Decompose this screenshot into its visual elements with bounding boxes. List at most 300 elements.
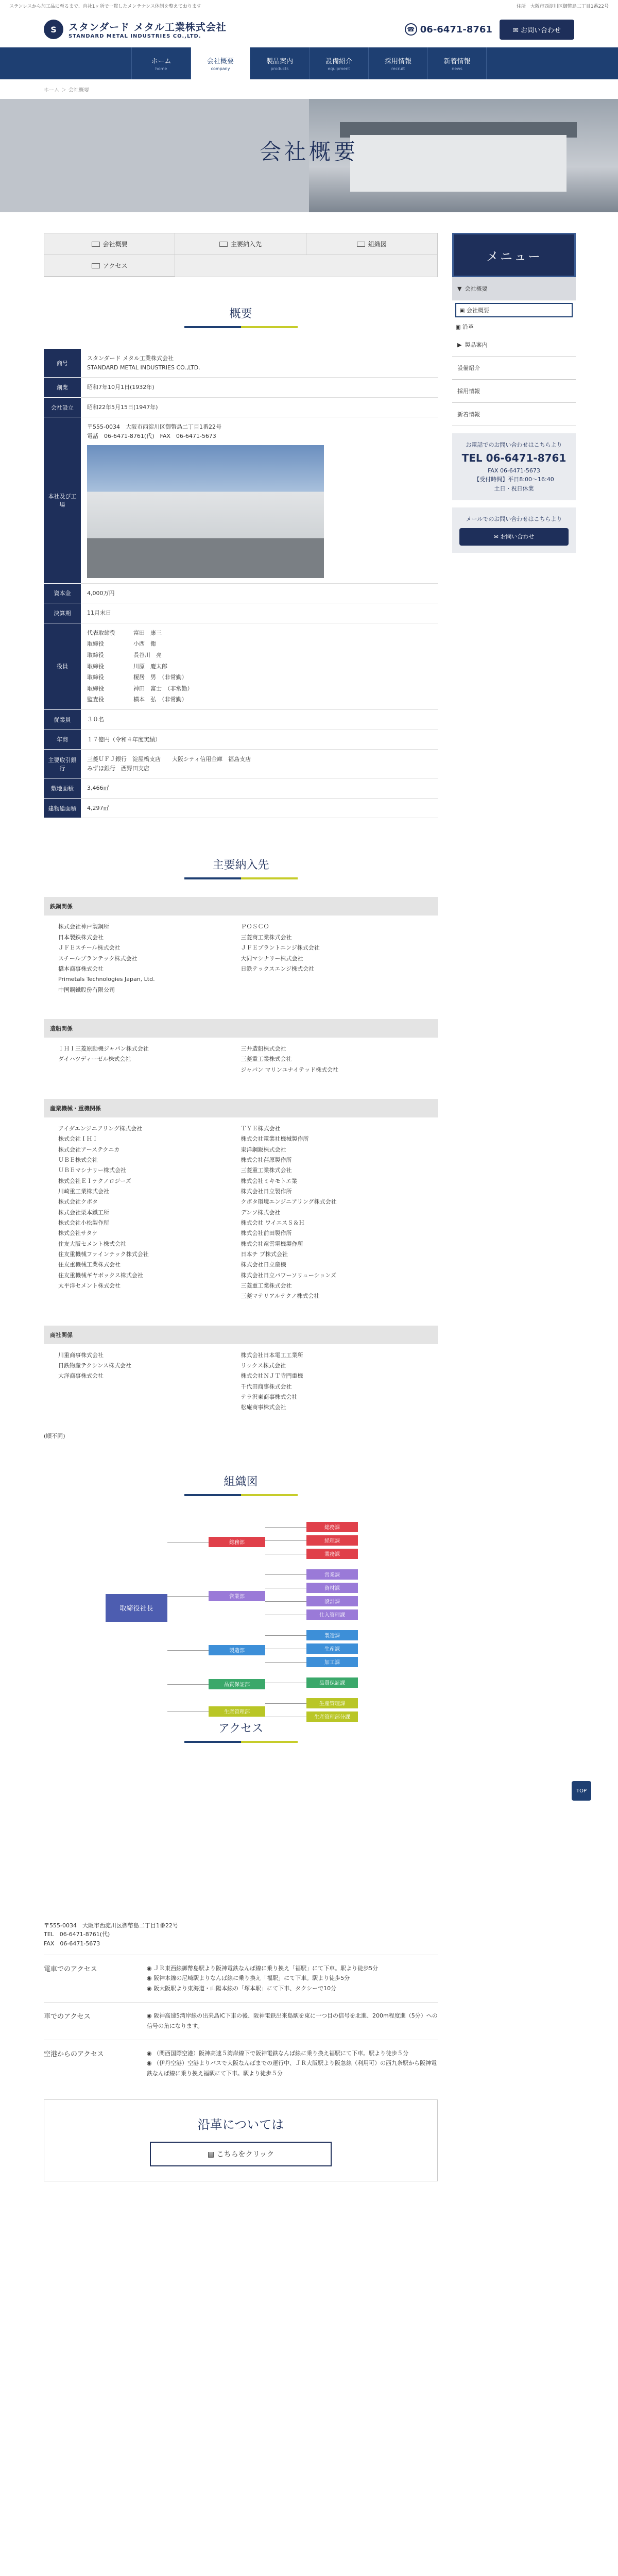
access-item <box>147 2048 438 2059</box>
org-section: 製造課 <box>306 1630 358 1640</box>
client-name: 川重商事株式会社 <box>58 1351 104 1359</box>
sidebar-item-recruit[interactable] <box>452 380 576 403</box>
row-value: １７億円（令和４年度実績） <box>81 730 438 750</box>
row-label: 役員 <box>44 623 81 709</box>
row-label: 資本金 <box>44 583 81 603</box>
org-section: 総務課 <box>306 1522 358 1532</box>
access-item-text: （伊丹空港）空港よりバスで大阪なんばまでの運行中、ＪＲ大阪駅より阪急線（利用可）の西九条駅から阪神電鉄なんば線に乗り換え福駅にて下車。駅より徒歩５分 <box>147 2060 437 2077</box>
sidebar-label: 製品案内 <box>465 342 488 348</box>
access-item-text: （関西国際空港）阪神高速５湾岸線下で阪神電鉄なんば線に乗り換え福駅にて下車。駅より徒歩５分 <box>153 2049 409 2057</box>
header-phone[interactable] <box>405 23 492 36</box>
client-name: 株式会社神戸製鋼所 <box>58 923 109 930</box>
client-name: 橋本商事株式会社 <box>58 965 104 972</box>
client-name: Primetals Technologies Japan, Ltd. <box>58 976 155 983</box>
history-box <box>44 2099 438 2181</box>
chevron-down-icon: ▼ <box>457 285 462 292</box>
company-name-jp: スタンダード メタル工業株式会社 <box>68 22 227 33</box>
client-name: 住友大阪セメント株式会社 <box>58 1240 126 1247</box>
bank-line: みずほ銀行 西野田支店 <box>87 765 149 772</box>
nav-products[interactable] <box>250 47 309 79</box>
officer-name: 榎居 男 （非常勤） <box>133 674 187 681</box>
header-address: 住所 大阪市西淀川区御幣島二丁目1番22号 <box>516 4 609 9</box>
row-value: 3,466㎡ <box>81 778 438 799</box>
row-label: 会社設立 <box>44 397 81 417</box>
client-name: 株式会社 ワイエスＳ＆Ｈ <box>241 1219 305 1226</box>
address: 大阪市西淀川区御幣島二丁目1番22号 <box>82 1922 178 1929</box>
client-name: 株式会社ＮＪＴ寺門重機 <box>241 1372 303 1380</box>
access-row <box>44 2002 438 2040</box>
breadcrumb-current: 会社概要 <box>68 87 89 93</box>
zip: 〒555-0034 <box>44 1922 77 1929</box>
row-value <box>81 417 438 583</box>
tab-org[interactable] <box>306 233 437 255</box>
hq-phone: 電話 06-6471-8761(代) FAX 06-6471-5673 <box>87 432 216 439</box>
client-names <box>44 1117 438 1308</box>
client-name: 株式会社日本電工工業所 <box>241 1351 303 1359</box>
phone-icon: ☎ <box>405 23 417 36</box>
org-section: 加工課 <box>306 1657 358 1667</box>
nav-en: company <box>211 66 230 71</box>
client-name: リックス株式会社 <box>241 1362 286 1369</box>
sidebar-label: 会社概要 <box>466 307 489 314</box>
client-name: 川崎重工業株式会社 <box>58 1188 109 1195</box>
nav-equipment[interactable] <box>309 47 368 79</box>
client-name: 株式会社クボタ <box>58 1198 98 1206</box>
client-name: 住友重機械工業株式会社 <box>58 1261 121 1268</box>
overview-title: 概要 <box>229 308 252 320</box>
tab-label: アクセス <box>102 262 128 269</box>
table-row <box>44 583 438 603</box>
client-name: 日本製鉄株式会社 <box>58 934 104 941</box>
client-name: 日鉄テックスエンジ株式会社 <box>241 965 315 972</box>
officer-name: 長谷川 亮 <box>133 651 162 658</box>
client-name: ＪＦＥスチール株式会社 <box>58 944 121 952</box>
client-name: 三菱重工業株式会社 <box>241 1056 292 1063</box>
officer-title: 取締役 <box>87 674 104 681</box>
unordered-note: (順不同) <box>44 1432 65 1439</box>
company-name-en: STANDARD METAL INDUSTRIES CO.,LTD. <box>68 33 201 39</box>
client-name: 大洋商事株式会社 <box>58 1372 104 1380</box>
access-item <box>147 1963 438 1974</box>
tab-access[interactable] <box>44 255 175 277</box>
org-connector <box>265 1540 306 1541</box>
sidebar-item-products[interactable] <box>452 333 576 357</box>
officer-title: 監査役 <box>87 696 104 703</box>
officer-name: 小西 衛 <box>133 640 156 648</box>
breadcrumb <box>0 79 618 99</box>
org-connector <box>265 1574 306 1575</box>
square-icon: ▣ <box>459 307 467 314</box>
access-item <box>147 1984 438 1994</box>
client-name: 住友重機械ギヤボックス株式会社 <box>58 1272 143 1279</box>
client-name: 株式会社電業社機械製作所 <box>241 1136 309 1143</box>
tab-clients[interactable] <box>175 233 306 255</box>
client-name: アイダエンジニアリング株式会社 <box>58 1125 143 1132</box>
nav-label: 製品案内 <box>266 58 293 65</box>
client-name: 松庵商事株式会社 <box>241 1404 286 1411</box>
client-name: スチールプランテック株式会社 <box>58 955 138 962</box>
table-row <box>44 397 438 417</box>
sidebar-subitem-overview[interactable] <box>452 300 576 320</box>
client-name: 三井造船株式会社 <box>241 1045 286 1052</box>
client-name: 株式会社前田製作所 <box>241 1230 292 1237</box>
org-section: 生産管理部分課 <box>306 1711 358 1722</box>
access-item <box>147 2011 438 2031</box>
access-row-label: 空港からのアクセス <box>44 2050 104 2058</box>
section-tabs <box>44 233 438 277</box>
client-name: 株式会社ＥＩテクノロジーズ <box>58 1177 131 1184</box>
org-section: 設計課 <box>306 1596 358 1606</box>
client-group-title: 造船関係 <box>44 1019 438 1038</box>
contact-tel[interactable]: TEL 06-6471-8761 <box>461 451 566 464</box>
check-icon: ◉ <box>147 1975 154 1982</box>
access-tel: TEL 06-6471-8761(代) <box>44 1931 110 1938</box>
row-label: 敷地面積 <box>44 778 81 799</box>
client-name: テラ沢東商事株式会社 <box>241 1394 298 1401</box>
access-routes <box>44 1955 438 2087</box>
row-value: 昭和7年10月1日(1932年) <box>81 378 438 398</box>
access-item-text: 阪神本線の尼崎駅よりなんば線に乗り換え「福駅」にて下車。駅より徒歩5分 <box>153 1975 350 1982</box>
overview-table <box>44 349 438 818</box>
clients-list <box>44 897 438 1419</box>
table-row <box>44 623 438 709</box>
sidebar-item-equipment[interactable] <box>452 357 576 380</box>
contact-lead: お電話でのお問い合わせはこちらより <box>466 442 562 448</box>
org-dept: 製造部 <box>209 1645 265 1655</box>
org-connector <box>167 1711 209 1712</box>
org-connector <box>265 1662 306 1663</box>
officer-list <box>87 629 432 704</box>
nav-label: 新着情報 <box>443 58 471 65</box>
client-group-title: 鉄鋼関係 <box>44 897 438 916</box>
client-name: 株式会社竜雲電機製作所 <box>241 1240 303 1247</box>
client-col-left <box>58 1124 241 1302</box>
table-row <box>44 798 438 818</box>
sidebar-label: 新着情報 <box>457 411 480 418</box>
title-underline <box>184 1741 298 1743</box>
client-name: 大同マシナリー株式会社 <box>241 955 303 962</box>
hq-address: 〒555-0034 大阪市西淀川区御幣島二丁目1番22号 <box>87 423 221 431</box>
client-name: ジャパン マリンユナイテッド株式会社 <box>241 1066 339 1073</box>
org-dept: 総務部 <box>209 1537 265 1547</box>
nav-news[interactable] <box>427 47 487 79</box>
org-connector <box>167 1684 209 1685</box>
client-names <box>44 916 438 1001</box>
nav-home[interactable] <box>131 47 191 79</box>
org-section: 業務課 <box>306 1549 358 1559</box>
client-group <box>44 897 438 1001</box>
access-title: アクセス <box>218 1722 264 1735</box>
client-col-left <box>58 1044 241 1075</box>
sidebar-label: 採用情報 <box>457 388 480 395</box>
nav-label: 会社概要 <box>207 58 234 65</box>
access-row-text <box>147 2048 438 2079</box>
history-title: 沿革については <box>197 2117 284 2132</box>
org-connector <box>265 1635 306 1636</box>
client-name: ダイハツディーゼル株式会社 <box>58 1056 131 1063</box>
client-names <box>44 1344 438 1419</box>
client-group-title: 商社関係 <box>44 1326 438 1344</box>
square-icon: ▣ <box>455 324 462 330</box>
check-icon: ◉ <box>147 2049 154 2057</box>
history-button[interactable] <box>150 2142 332 2166</box>
client-name: ＩＨＩ三菱原動機ジャパン株式会社 <box>58 1045 149 1052</box>
site-header <box>0 11 618 47</box>
org-dept: 生産管理部 <box>209 1706 265 1717</box>
org-connector <box>167 1542 209 1543</box>
check-icon: ◉ <box>147 1964 154 1972</box>
client-name: 三菱重工業株式会社 <box>241 1282 292 1290</box>
mail-icon: ✉ <box>493 533 501 540</box>
table-row <box>44 349 438 378</box>
org-section: 経理課 <box>306 1535 358 1546</box>
square-icon <box>357 242 365 247</box>
access-map[interactable] <box>44 1772 438 1921</box>
sidebar-label: 会社概要 <box>465 285 488 292</box>
client-col-left <box>58 1350 241 1413</box>
org-dept: 営業部 <box>209 1591 265 1601</box>
client-name: 株式会社ＩＨＩ <box>58 1136 98 1143</box>
row-value: 昭和22年5月15日(1947年) <box>81 397 438 417</box>
officer-title: 取締役 <box>87 663 104 670</box>
tab-label: 主要納入先 <box>230 241 262 248</box>
tab-label: 組織図 <box>368 241 387 248</box>
tagline: ステンレスから加工品に至るまで、自社1ヶ所で一貫したメンテナンス体制を整えております <box>9 4 201 9</box>
client-name: ＰＯＳＣＯ <box>241 923 269 930</box>
nav-en: news <box>452 66 462 71</box>
nav-en: products <box>270 66 289 71</box>
client-name: 株式会社日立産機 <box>241 1261 286 1268</box>
sidebar-item-news[interactable] <box>452 403 576 426</box>
hero-banner <box>0 99 618 212</box>
client-name: 株式会社荏原製作所 <box>241 1156 292 1163</box>
client-group <box>44 1326 438 1419</box>
client-name: 株式会社サタケ <box>58 1230 98 1237</box>
contact-hours: 【受付時間】平日8:00～16:40 <box>474 476 554 483</box>
officer-title: 代表取締役 <box>87 629 115 636</box>
client-name: 株式会社日立パワーソリューションズ <box>241 1272 336 1279</box>
page-top-button[interactable]: TOP <box>572 1781 591 1801</box>
chevron-right-icon: ▶ <box>457 341 462 348</box>
client-name: 株式会社栗本鐵工所 <box>58 1209 109 1216</box>
access-row-label: 車でのアクセス <box>44 2012 91 2021</box>
client-name: クボタ環境エンジニアリング株式会社 <box>241 1198 337 1206</box>
check-icon: ◉ <box>147 2060 154 2067</box>
access-row-text <box>147 1963 438 1994</box>
access-row <box>44 2040 438 2087</box>
mail-icon: ✉ <box>512 26 521 35</box>
officer-name: 横本 弘 （非常勤） <box>133 696 187 703</box>
client-name: 株式会社小松製作所 <box>58 1219 109 1226</box>
org-connector <box>265 1601 306 1602</box>
table-row <box>44 730 438 750</box>
factory-photo <box>87 445 324 578</box>
sidebar-contact-button[interactable] <box>459 528 569 546</box>
officer-name: 富田 康三 <box>133 629 162 636</box>
check-icon: ◉ <box>147 1985 154 1992</box>
client-names <box>44 1038 438 1081</box>
document-icon: ▤ <box>207 2150 217 2159</box>
client-name: 千代田商事株式会社 <box>241 1383 292 1390</box>
sidebar-contact-label: お問い合わせ <box>500 533 535 540</box>
client-group <box>44 1099 438 1308</box>
square-icon <box>92 263 100 268</box>
sidebar-label: 設備紹介 <box>457 365 480 371</box>
title-underline <box>184 877 298 879</box>
client-name: 太平洋セメント株式会社 <box>58 1282 121 1290</box>
org-section: 生産課 <box>306 1643 358 1654</box>
row-value <box>81 349 438 378</box>
table-row <box>44 603 438 623</box>
access-address <box>44 1921 438 1948</box>
access-item <box>147 1973 438 1984</box>
row-label: 従業員 <box>44 709 81 730</box>
officer-title: 取締役 <box>87 640 104 648</box>
client-name: 株式会社ミキモトエ業 <box>241 1177 298 1184</box>
client-name: 株式会社日立製作所 <box>241 1188 292 1195</box>
table-row <box>44 750 438 778</box>
client-name: 中国鋼鐵股份有限公司 <box>58 986 115 993</box>
client-col-right <box>241 1350 424 1413</box>
client-name: 日本チ ブ株式会社 <box>241 1251 288 1258</box>
row-value: 4,297㎡ <box>81 798 438 818</box>
company-logo-icon: S <box>44 20 63 39</box>
title-underline <box>184 1494 298 1496</box>
org-connector <box>265 1527 306 1528</box>
org-connector <box>167 1596 209 1597</box>
nav-company[interactable] <box>191 47 250 79</box>
breadcrumb-separator: ＞ <box>61 87 66 93</box>
access-row-text <box>147 2011 438 2031</box>
org-connector <box>167 1650 209 1651</box>
table-row <box>44 378 438 398</box>
client-name: 日鉄物産テクシンス株式会社 <box>58 1362 131 1369</box>
access-item <box>147 2058 438 2079</box>
org-section: 営業課 <box>306 1569 358 1580</box>
nav-en: equipment <box>328 66 350 71</box>
client-name: ＵＢＥマシナリー株式会社 <box>58 1167 126 1174</box>
sidebar-mail <box>452 507 576 552</box>
tab-overview[interactable] <box>44 233 175 255</box>
row-value <box>81 750 438 778</box>
sidebar-contact <box>452 433 576 500</box>
header-contact-button[interactable] <box>500 20 574 40</box>
access-item-text: 阪大阪駅より東海道・山陽本線の「塚本駅」にて下車、タクシーで10分 <box>153 1985 337 1992</box>
nav-label: 採用情報 <box>384 58 411 65</box>
company-name-en-value: STANDARD METAL INDUSTRIES CO.,LTD. <box>87 364 200 371</box>
logo-link[interactable] <box>44 20 227 39</box>
history-button-label: こちらをクリック <box>216 2150 274 2159</box>
table-row <box>44 417 438 583</box>
org-section: 生産管理課 <box>306 1698 358 1708</box>
row-label: 主要取引銀行 <box>44 750 81 778</box>
sidebar <box>452 233 576 553</box>
client-col-right <box>241 1124 424 1302</box>
check-icon: ◉ <box>147 2012 154 2019</box>
table-row <box>44 778 438 799</box>
client-name: ＵＢＥ株式会社 <box>58 1156 98 1163</box>
client-name: 株式会社アーステクニカ <box>58 1146 120 1153</box>
page-title: 会社概要 <box>259 139 358 164</box>
officer-name: 神田 富士 （非常勤） <box>133 685 193 692</box>
square-icon <box>92 242 100 247</box>
row-value: 11月末日 <box>81 603 438 623</box>
tab-label: 会社概要 <box>102 241 128 248</box>
mail-lead: メールでのお問い合わせはこちらより <box>466 516 562 523</box>
nav-recruit[interactable] <box>368 47 427 79</box>
row-label: 建物総面積 <box>44 798 81 818</box>
org-chart <box>44 1517 438 1721</box>
client-name: 住友重機械ファインテック株式会社 <box>58 1251 149 1258</box>
clients-title: 主要納入先 <box>212 859 269 872</box>
nav-label: 設備紹介 <box>325 58 352 65</box>
org-president: 取締役社長 <box>106 1594 167 1622</box>
table-row <box>44 709 438 730</box>
sidebar-label: 沿革 <box>462 324 474 330</box>
contact-holiday: 土日・祝日休業 <box>494 485 534 492</box>
client-name: 三菱重工業株式会社 <box>241 1167 292 1174</box>
contact-fax: FAX 06-6471-5673 <box>488 467 540 474</box>
org-section: 仕入管理課 <box>306 1609 358 1620</box>
client-col-left <box>58 922 241 995</box>
client-group-title: 産業機械・重機関係 <box>44 1099 438 1117</box>
org-dept: 品質保証部 <box>209 1679 265 1689</box>
row-label: 決算期 <box>44 603 81 623</box>
sidebar-item-company[interactable] <box>452 277 576 300</box>
org-title: 組織図 <box>224 1475 258 1488</box>
row-label: 創業 <box>44 378 81 398</box>
breadcrumb-home[interactable]: ホーム <box>44 87 59 93</box>
org-section: 資材課 <box>306 1583 358 1593</box>
header-phone-number: 06-6471-8761 <box>420 24 492 35</box>
square-icon <box>219 242 228 247</box>
bank-line: 三菱ＵＦＪ銀行 淀屋橋支店 大阪シティ信用金庫 福島支店 <box>87 756 251 763</box>
global-nav <box>0 47 618 79</box>
client-name: 三菱マテリアルテクノ株式会社 <box>241 1293 320 1300</box>
org-connector <box>265 1703 306 1704</box>
nav-en: recruit <box>391 66 405 71</box>
client-group <box>44 1019 438 1081</box>
sidebar-menu-title: メニュー <box>452 233 576 277</box>
access-row <box>44 1955 438 2002</box>
client-name: ＴＹＥ株式会社 <box>241 1125 281 1132</box>
top-info-bar <box>0 0 618 11</box>
row-value <box>81 623 438 709</box>
officer-title: 取締役 <box>87 685 104 692</box>
access-fax: FAX 06-6471-5673 <box>44 1940 100 1947</box>
sidebar-subitem-history[interactable] <box>452 320 576 333</box>
officer-name: 川原 慶太郎 <box>133 663 167 670</box>
client-name: 東洋鋼鈑株式会社 <box>241 1146 286 1153</box>
client-col-right <box>241 922 424 995</box>
row-value: 4,000万円 <box>81 583 438 603</box>
row-value: ３０名 <box>81 709 438 730</box>
client-name: 三菱商工業株式会社 <box>241 934 292 941</box>
access-item-text: ＪＲ東西線御幣島駅より阪神電鉄なんば線に乗り換え「福駅」にて下車。駅より徒歩5分 <box>153 1964 379 1972</box>
client-col-right <box>241 1044 424 1075</box>
client-name: デンソ株式会社 <box>241 1209 281 1216</box>
row-label: 年商 <box>44 730 81 750</box>
row-label: 本社及び工場 <box>44 417 81 583</box>
nav-en: home <box>155 66 167 71</box>
access-row-label: 電車でのアクセス <box>44 1965 97 1973</box>
officer-title: 取締役 <box>87 651 104 658</box>
nav-label: ホーム <box>151 58 171 65</box>
access-item-text: 阪神高速5湾岸線の出来島IC下車の後、阪神電鉄出来島駅を東に一つ目の信号を北進、200m程度進（5分）ヘの信号の角になります。 <box>147 2012 438 2029</box>
title-underline <box>184 326 298 328</box>
org-section: 品質保証課 <box>306 1677 358 1688</box>
header-contact-label: お問い合わせ <box>520 26 561 35</box>
